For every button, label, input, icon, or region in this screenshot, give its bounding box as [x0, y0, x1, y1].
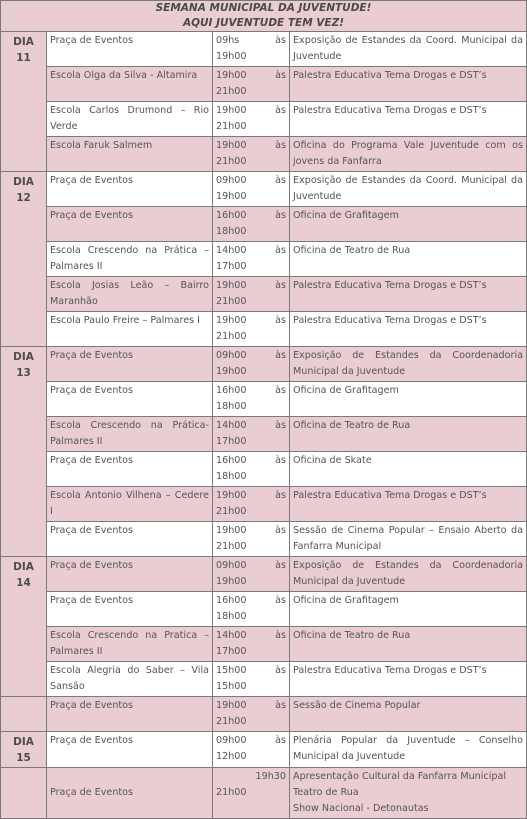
time-start: 09hs [216, 35, 240, 46]
event-cell: Oficina de Teatro de Rua [290, 242, 527, 277]
schedule-row [1, 662, 527, 697]
place-cell: Escola Faruk Salmem [47, 137, 213, 172]
event-cell [290, 768, 527, 819]
time-cell [213, 172, 290, 207]
time-separator: às [275, 35, 286, 46]
time-start: 19h00 [216, 700, 247, 711]
time-cell [213, 32, 290, 67]
place-cell: Praça de Eventos [47, 522, 213, 557]
time-end: 18h00 [216, 401, 247, 412]
day-cell [1, 32, 47, 172]
time-cell [213, 382, 290, 417]
schedule-row [1, 312, 527, 347]
title-line-1: SEMANA MUNICIPAL DA JUVENTUDE! [155, 2, 372, 14]
place-cell: Escola Paulo Freire – Palmares I [47, 312, 213, 347]
event-cell: Oficina de Teatro de Rua [290, 417, 527, 452]
time-range [216, 243, 286, 259]
event-cell: Palestra Educativa Tema Drogas e DST’s [290, 312, 527, 347]
time-start: 14h00 [216, 245, 247, 256]
time-cell [213, 102, 290, 137]
time-range [216, 278, 286, 294]
time-range [216, 173, 286, 189]
time-separator: às [275, 560, 286, 571]
place-cell: Praça de Eventos [47, 452, 213, 487]
time-end: 21h00 [216, 331, 247, 342]
time-start: 15h00 [216, 665, 247, 676]
title-line-2: AQUI JUVENTUDE TEM VEZ! [182, 17, 345, 29]
event-cell: Oficina do Programa Vale Juventude com os jovens da Fanfarra [290, 137, 527, 172]
schedule-body [1, 1, 527, 819]
time-start: 16h00 [216, 385, 247, 396]
event-cell: Palestra Educativa Tema Drogas e DST’s [290, 662, 527, 697]
time-cell [213, 487, 290, 522]
time-separator: às [275, 175, 286, 186]
event-cell: Exposição de Estandes da Coordenadoria Municipal da Juventude [290, 557, 527, 592]
place-cell: Praça de Eventos [47, 592, 213, 627]
schedule-row [1, 137, 527, 172]
time-end: 17h00 [216, 646, 247, 657]
schedule-row [1, 32, 527, 67]
time-end: 18h00 [216, 611, 247, 622]
schedule-row [1, 417, 527, 452]
day-label: DIA [13, 561, 34, 573]
day-number: 15 [16, 752, 31, 764]
time-separator: às [275, 665, 286, 676]
time-range [216, 103, 286, 119]
time-end: 18h00 [216, 226, 247, 237]
place-cell: Escola Carlos Drumond – Rio Verde [47, 102, 213, 137]
time-start: 19h00 [216, 490, 247, 501]
day-cell [1, 732, 47, 768]
time-start: 19h00 [216, 70, 247, 81]
day-label: DIA [13, 36, 34, 48]
place-cell: Praça de Eventos [47, 172, 213, 207]
time-range [216, 33, 286, 49]
time-range [216, 663, 286, 679]
schedule-row [1, 768, 527, 819]
event-cell: Oficina de Grafitagem [290, 207, 527, 242]
time-range [216, 138, 286, 154]
table-title [1, 1, 527, 32]
schedule-row [1, 557, 527, 592]
day-cell [1, 347, 47, 557]
time-end: 19h00 [216, 576, 247, 587]
time-separator: às [275, 315, 286, 326]
schedule-row [1, 452, 527, 487]
time-end: 12h00 [216, 751, 247, 762]
time-range [216, 418, 286, 434]
time-end: 21h00 [216, 716, 247, 727]
place-cell: Escola Olga da Silva - Altamira [47, 67, 213, 102]
schedule-row [1, 277, 527, 312]
schedule-row [1, 487, 527, 522]
time-separator: às [275, 420, 286, 431]
day-label: DIA [13, 351, 34, 363]
time-cell [213, 732, 290, 768]
time-start: 09h00 [216, 560, 247, 571]
event-cell: Palestra Educativa Tema Drogas e DST’s [290, 102, 527, 137]
time-separator: às [275, 105, 286, 116]
time-cell [213, 242, 290, 277]
time-cell [213, 207, 290, 242]
time-start: 19h00 [216, 105, 247, 116]
day-label: DIA [13, 176, 34, 188]
table-header [1, 1, 527, 32]
event-cell: Plenária Popular da Juventude – Conselho Municipal da Juventude [290, 732, 527, 768]
time-range [216, 383, 286, 399]
event-cell: Sessão de Cinema Popular [290, 697, 527, 732]
event-cell: Oficina de Teatro de Rua [290, 627, 527, 662]
time-separator: às [275, 280, 286, 291]
place-cell: Praça de Eventos [47, 768, 213, 819]
schedule-row [1, 347, 527, 382]
time-range [216, 558, 286, 574]
time-range [216, 313, 286, 329]
time-end: 19h00 [216, 51, 247, 62]
time-separator: às [275, 350, 286, 361]
time-separator: às [275, 140, 286, 151]
time-end: 15h00 [216, 681, 247, 692]
time-end: 21h00 [216, 787, 247, 798]
place-cell: Praça de Eventos [47, 382, 213, 417]
time-range [216, 453, 286, 469]
time-range [216, 698, 286, 714]
time-end: 19h00 [216, 366, 247, 377]
event-cell: Sessão de Cinema Popular – Ensaio Aberto da Fanfarra Municipal [290, 522, 527, 557]
time-separator: às [275, 455, 286, 466]
schedule-row [1, 697, 527, 732]
place-cell: Praça de Eventos [47, 32, 213, 67]
event-cell: Palestra Educativa Tema Drogas e DST’s [290, 277, 527, 312]
time-start: 14h00 [216, 630, 247, 641]
time-start: 16h00 [216, 455, 247, 466]
day-cell [1, 557, 47, 697]
time-range [216, 488, 286, 504]
schedule-row [1, 592, 527, 627]
time-separator: às [275, 700, 286, 711]
day-cell [1, 172, 47, 347]
time-end: 21h00 [216, 296, 247, 307]
event-cell: Oficina de Grafitagem [290, 592, 527, 627]
day-cell [1, 697, 47, 732]
time-separator: às [275, 385, 286, 396]
schedule-row [1, 522, 527, 557]
place-cell: Escola Alegria do Saber – Vila Sansão [47, 662, 213, 697]
time-cell [213, 627, 290, 662]
time-separator: às [275, 245, 286, 256]
schedule-row [1, 207, 527, 242]
event-cell: Exposição de Estandes da Coordenadoria Municipal da Juventude [290, 347, 527, 382]
time-range [216, 593, 286, 609]
time-cell [213, 347, 290, 382]
place-cell: Praça de Eventos [47, 207, 213, 242]
time-separator: às [275, 630, 286, 641]
place-cell: Escola Josias Leão – Bairro Maranhão [47, 277, 213, 312]
time-start: 19h00 [216, 280, 247, 291]
day-label: DIA [13, 736, 34, 748]
schedule-row [1, 172, 527, 207]
time-start: 19h00 [216, 315, 247, 326]
event-cell: Exposição de Estandes da Coord. Municipal da Juventude [290, 172, 527, 207]
time-cell [213, 557, 290, 592]
time-start: 14h00 [216, 420, 247, 431]
day-number: 12 [16, 192, 31, 204]
day-cell [1, 768, 47, 819]
time-start: 19h30 [255, 771, 286, 782]
schedule-row [1, 67, 527, 102]
schedule-row [1, 382, 527, 417]
schedule-row [1, 732, 527, 768]
time-range [216, 208, 286, 224]
time-range [216, 628, 286, 644]
time-start: 16h00 [216, 595, 247, 606]
day-number: 14 [16, 577, 31, 589]
time-cell [213, 452, 290, 487]
time-start: 19h00 [216, 525, 247, 536]
time-separator: às [275, 735, 286, 746]
time-cell [213, 277, 290, 312]
time-start: 09h00 [216, 175, 247, 186]
time-range [216, 348, 286, 364]
time-end: 19h00 [216, 191, 247, 202]
place-cell: Escola Crescendo na Prática- Palmares II [47, 417, 213, 452]
time-end: 17h00 [216, 436, 247, 447]
place-cell: Escola Crescendo na Pratica – Palmares II [47, 627, 213, 662]
time-cell [213, 137, 290, 172]
time-range [216, 733, 286, 749]
time-range [216, 68, 286, 84]
time-end: 21h00 [216, 86, 247, 97]
place-cell: Praça de Eventos [47, 732, 213, 768]
event-line: Apresentação Cultural da Fanfarra Municipal [293, 771, 507, 782]
time-cell [213, 67, 290, 102]
schedule-row [1, 102, 527, 137]
event-cell: Exposição de Estandes da Coord. Municipal da Juventude [290, 32, 527, 67]
time-range [216, 523, 286, 539]
time-end: 21h00 [216, 541, 247, 552]
day-number: 13 [16, 367, 31, 379]
time-start: 16h00 [216, 210, 247, 221]
time-cell [213, 662, 290, 697]
time-end: 21h00 [216, 156, 247, 167]
day-number: 11 [16, 52, 31, 64]
time-end: 18h00 [216, 471, 247, 482]
event-cell: Oficina de Grafitagem [290, 382, 527, 417]
time-start: 09h00 [216, 350, 247, 361]
time-start: 09h00 [216, 735, 247, 746]
time-start: 19h00 [216, 140, 247, 151]
time-cell [213, 697, 290, 732]
time-cell [213, 592, 290, 627]
time-separator: às [275, 70, 286, 81]
event-cell: Palestra Educativa Tema Drogas e DST’s [290, 67, 527, 102]
place-cell: Escola Antonio Vilhena – Cedere I [47, 487, 213, 522]
time-cell [213, 768, 290, 819]
schedule-row [1, 627, 527, 662]
time-end: 21h00 [216, 121, 247, 132]
time-cell [213, 522, 290, 557]
event-line: Teatro de Rua [293, 787, 359, 798]
place-cell: Praça de Eventos [47, 697, 213, 732]
time-end: 21h00 [216, 506, 247, 517]
time-separator: às [275, 595, 286, 606]
time-separator: às [275, 525, 286, 536]
time-cell [213, 417, 290, 452]
schedule-row [1, 242, 527, 277]
time-separator: às [275, 490, 286, 501]
place-cell: Escola Crescendo na Prática – Palmares II [47, 242, 213, 277]
time-separator: às [275, 210, 286, 221]
event-cell: Oficina de Skate [290, 452, 527, 487]
time-cell [213, 312, 290, 347]
place-cell: Praça de Eventos [47, 557, 213, 592]
place-cell: Praça de Eventos [47, 347, 213, 382]
event-cell: Palestra Educativa Tema Drogas e DST’s [290, 487, 527, 522]
time-end: 17h00 [216, 261, 247, 272]
event-line: Show Nacional - Detonautas [293, 803, 429, 814]
